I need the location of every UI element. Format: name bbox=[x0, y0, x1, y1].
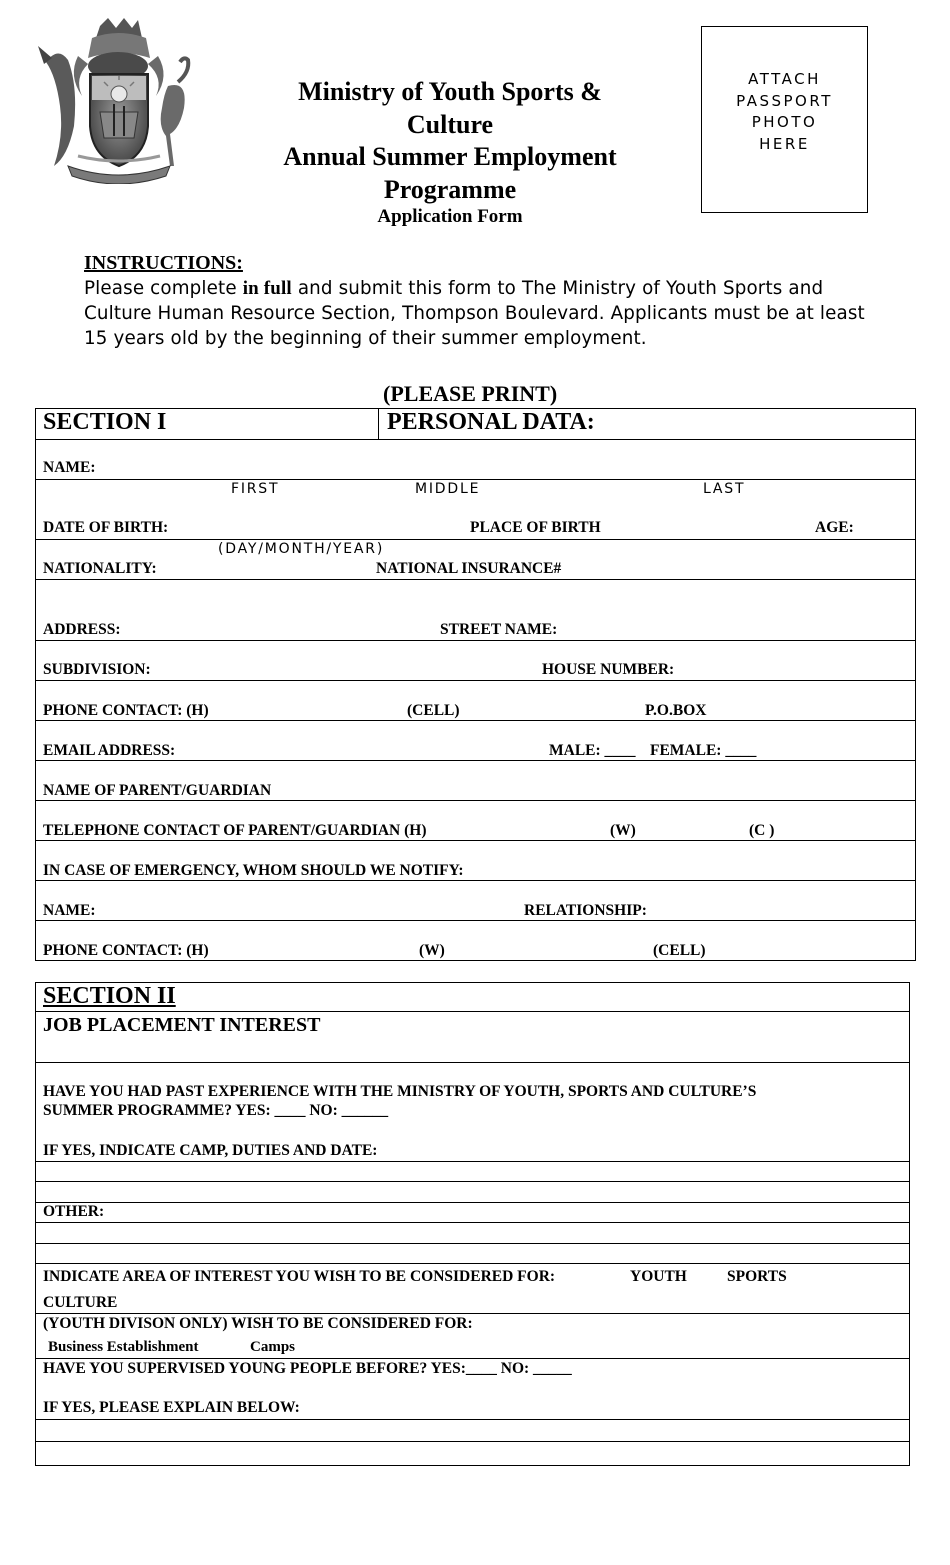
parent-phone-label[interactable]: TELEPHONE CONTACT OF PARENT/GUARDIAN (H) bbox=[43, 822, 427, 839]
section-2-heading: SECTION II bbox=[43, 983, 176, 1009]
section-1-heading: SECTION I bbox=[43, 409, 167, 435]
dob-label[interactable]: DATE OF BIRTH: bbox=[43, 519, 169, 536]
male-option[interactable]: MALE: ____ bbox=[549, 742, 636, 759]
section-job-placement bbox=[35, 982, 910, 1466]
interest-youth-option[interactable]: YOUTH bbox=[630, 1268, 687, 1285]
past-experience-answer[interactable]: SUMMER PROGRAMME? YES: ____ NO: ______ bbox=[43, 1102, 389, 1119]
first-name-hint: FIRST bbox=[231, 481, 280, 497]
address-label[interactable]: ADDRESS: bbox=[43, 621, 121, 638]
age-label[interactable]: AGE: bbox=[815, 519, 854, 536]
street-name-label[interactable]: STREET NAME: bbox=[440, 621, 558, 638]
phone-cell-label[interactable]: (CELL) bbox=[407, 702, 460, 719]
subdivision-label[interactable]: SUBDIVISION: bbox=[43, 661, 151, 678]
passport-photo-box[interactable] bbox=[701, 26, 868, 213]
supervised-question[interactable]: HAVE YOU SUPERVISED YOUNG PEOPLE BEFORE? YES:____ NO: _____ bbox=[43, 1360, 572, 1377]
place-of-birth-label[interactable]: PLACE OF BIRTH bbox=[470, 519, 601, 536]
if-yes-camp-label: IF YES, INDICATE CAMP, DUTIES AND DATE: bbox=[43, 1142, 378, 1159]
section-personal-data bbox=[35, 408, 916, 961]
parent-name-label[interactable]: NAME OF PARENT/GUARDIAN bbox=[43, 782, 272, 799]
emergency-name-label[interactable]: NAME: bbox=[43, 902, 96, 919]
instructions-text: Please complete in full and submit this form to The Ministry of Youth Sports and Culture Human Resource Section, Thompson Boulevard. Applicants must be at least 15 years old by the beginning of their summer employment. bbox=[84, 278, 865, 350]
nationality-label[interactable]: NATIONALITY: bbox=[43, 560, 157, 577]
po-box-label[interactable]: P.O.BOX bbox=[645, 702, 707, 719]
interest-sports-option[interactable]: SPORTS bbox=[727, 1268, 787, 1285]
email-label[interactable]: EMAIL ADDRESS: bbox=[43, 742, 176, 759]
answer-line[interactable] bbox=[36, 1243, 909, 1244]
form-subtitle: Application Form bbox=[377, 206, 523, 227]
emergency-phone-home-label[interactable]: PHONE CONTACT: (H) bbox=[43, 942, 209, 959]
last-name-hint: LAST bbox=[703, 481, 746, 497]
dob-format-hint: (DAY/MONTH/YEAR) bbox=[218, 541, 385, 557]
emergency-phone-work-label[interactable]: (W) bbox=[419, 942, 445, 959]
answer-line[interactable] bbox=[36, 1181, 909, 1182]
coat-of-arms-icon bbox=[38, 16, 198, 184]
parent-phone-work-label[interactable]: (W) bbox=[610, 822, 636, 839]
other-label[interactable]: OTHER: bbox=[43, 1203, 105, 1220]
area-of-interest-label: INDICATE AREA OF INTEREST YOU WISH TO BE CONSIDERED FOR: bbox=[43, 1268, 556, 1285]
national-insurance-label[interactable]: NATIONAL INSURANCE# bbox=[376, 560, 562, 577]
parent-phone-cell-label[interactable]: (C ) bbox=[749, 822, 775, 839]
business-establishment-option[interactable]: Business Establishment bbox=[48, 1339, 199, 1355]
page-title: Ministry of Youth Sports & Culture Annual Summer Employment Programme bbox=[283, 77, 617, 204]
relationship-label[interactable]: RELATIONSHIP: bbox=[524, 902, 647, 919]
answer-line[interactable] bbox=[36, 1441, 909, 1442]
house-number-label[interactable]: HOUSE NUMBER: bbox=[542, 661, 675, 678]
please-print-note: (PLEASE PRINT) bbox=[383, 381, 558, 406]
section-1-title: PERSONAL DATA: bbox=[387, 409, 595, 435]
photo-box-label: ATTACH PASSPORT PHOTO HERE bbox=[736, 70, 833, 153]
emergency-heading: IN CASE OF EMERGENCY, WHOM SHOULD WE NOTIFY: bbox=[43, 862, 464, 879]
name-label[interactable]: NAME: bbox=[43, 459, 96, 476]
past-experience-question: HAVE YOU HAD PAST EXPERIENCE WITH THE MINISTRY OF YOUTH, SPORTS AND CULTURE’S bbox=[43, 1083, 757, 1100]
instructions-heading: INSTRUCTIONS: bbox=[84, 252, 243, 274]
emergency-phone-cell-label[interactable]: (CELL) bbox=[653, 942, 706, 959]
female-option[interactable]: FEMALE: ____ bbox=[650, 742, 757, 759]
explain-label: IF YES, PLEASE EXPLAIN BELOW: bbox=[43, 1399, 300, 1416]
section-2-title: JOB PLACEMENT INTEREST bbox=[43, 1014, 321, 1036]
phone-home-label[interactable]: PHONE CONTACT: (H) bbox=[43, 702, 209, 719]
youth-division-label: (YOUTH DIVISON ONLY) WISH TO BE CONSIDERED FOR: bbox=[43, 1315, 473, 1332]
camps-option[interactable]: Camps bbox=[250, 1339, 296, 1355]
interest-culture-option[interactable]: CULTURE bbox=[43, 1294, 118, 1311]
middle-name-hint: MIDDLE bbox=[415, 481, 481, 497]
